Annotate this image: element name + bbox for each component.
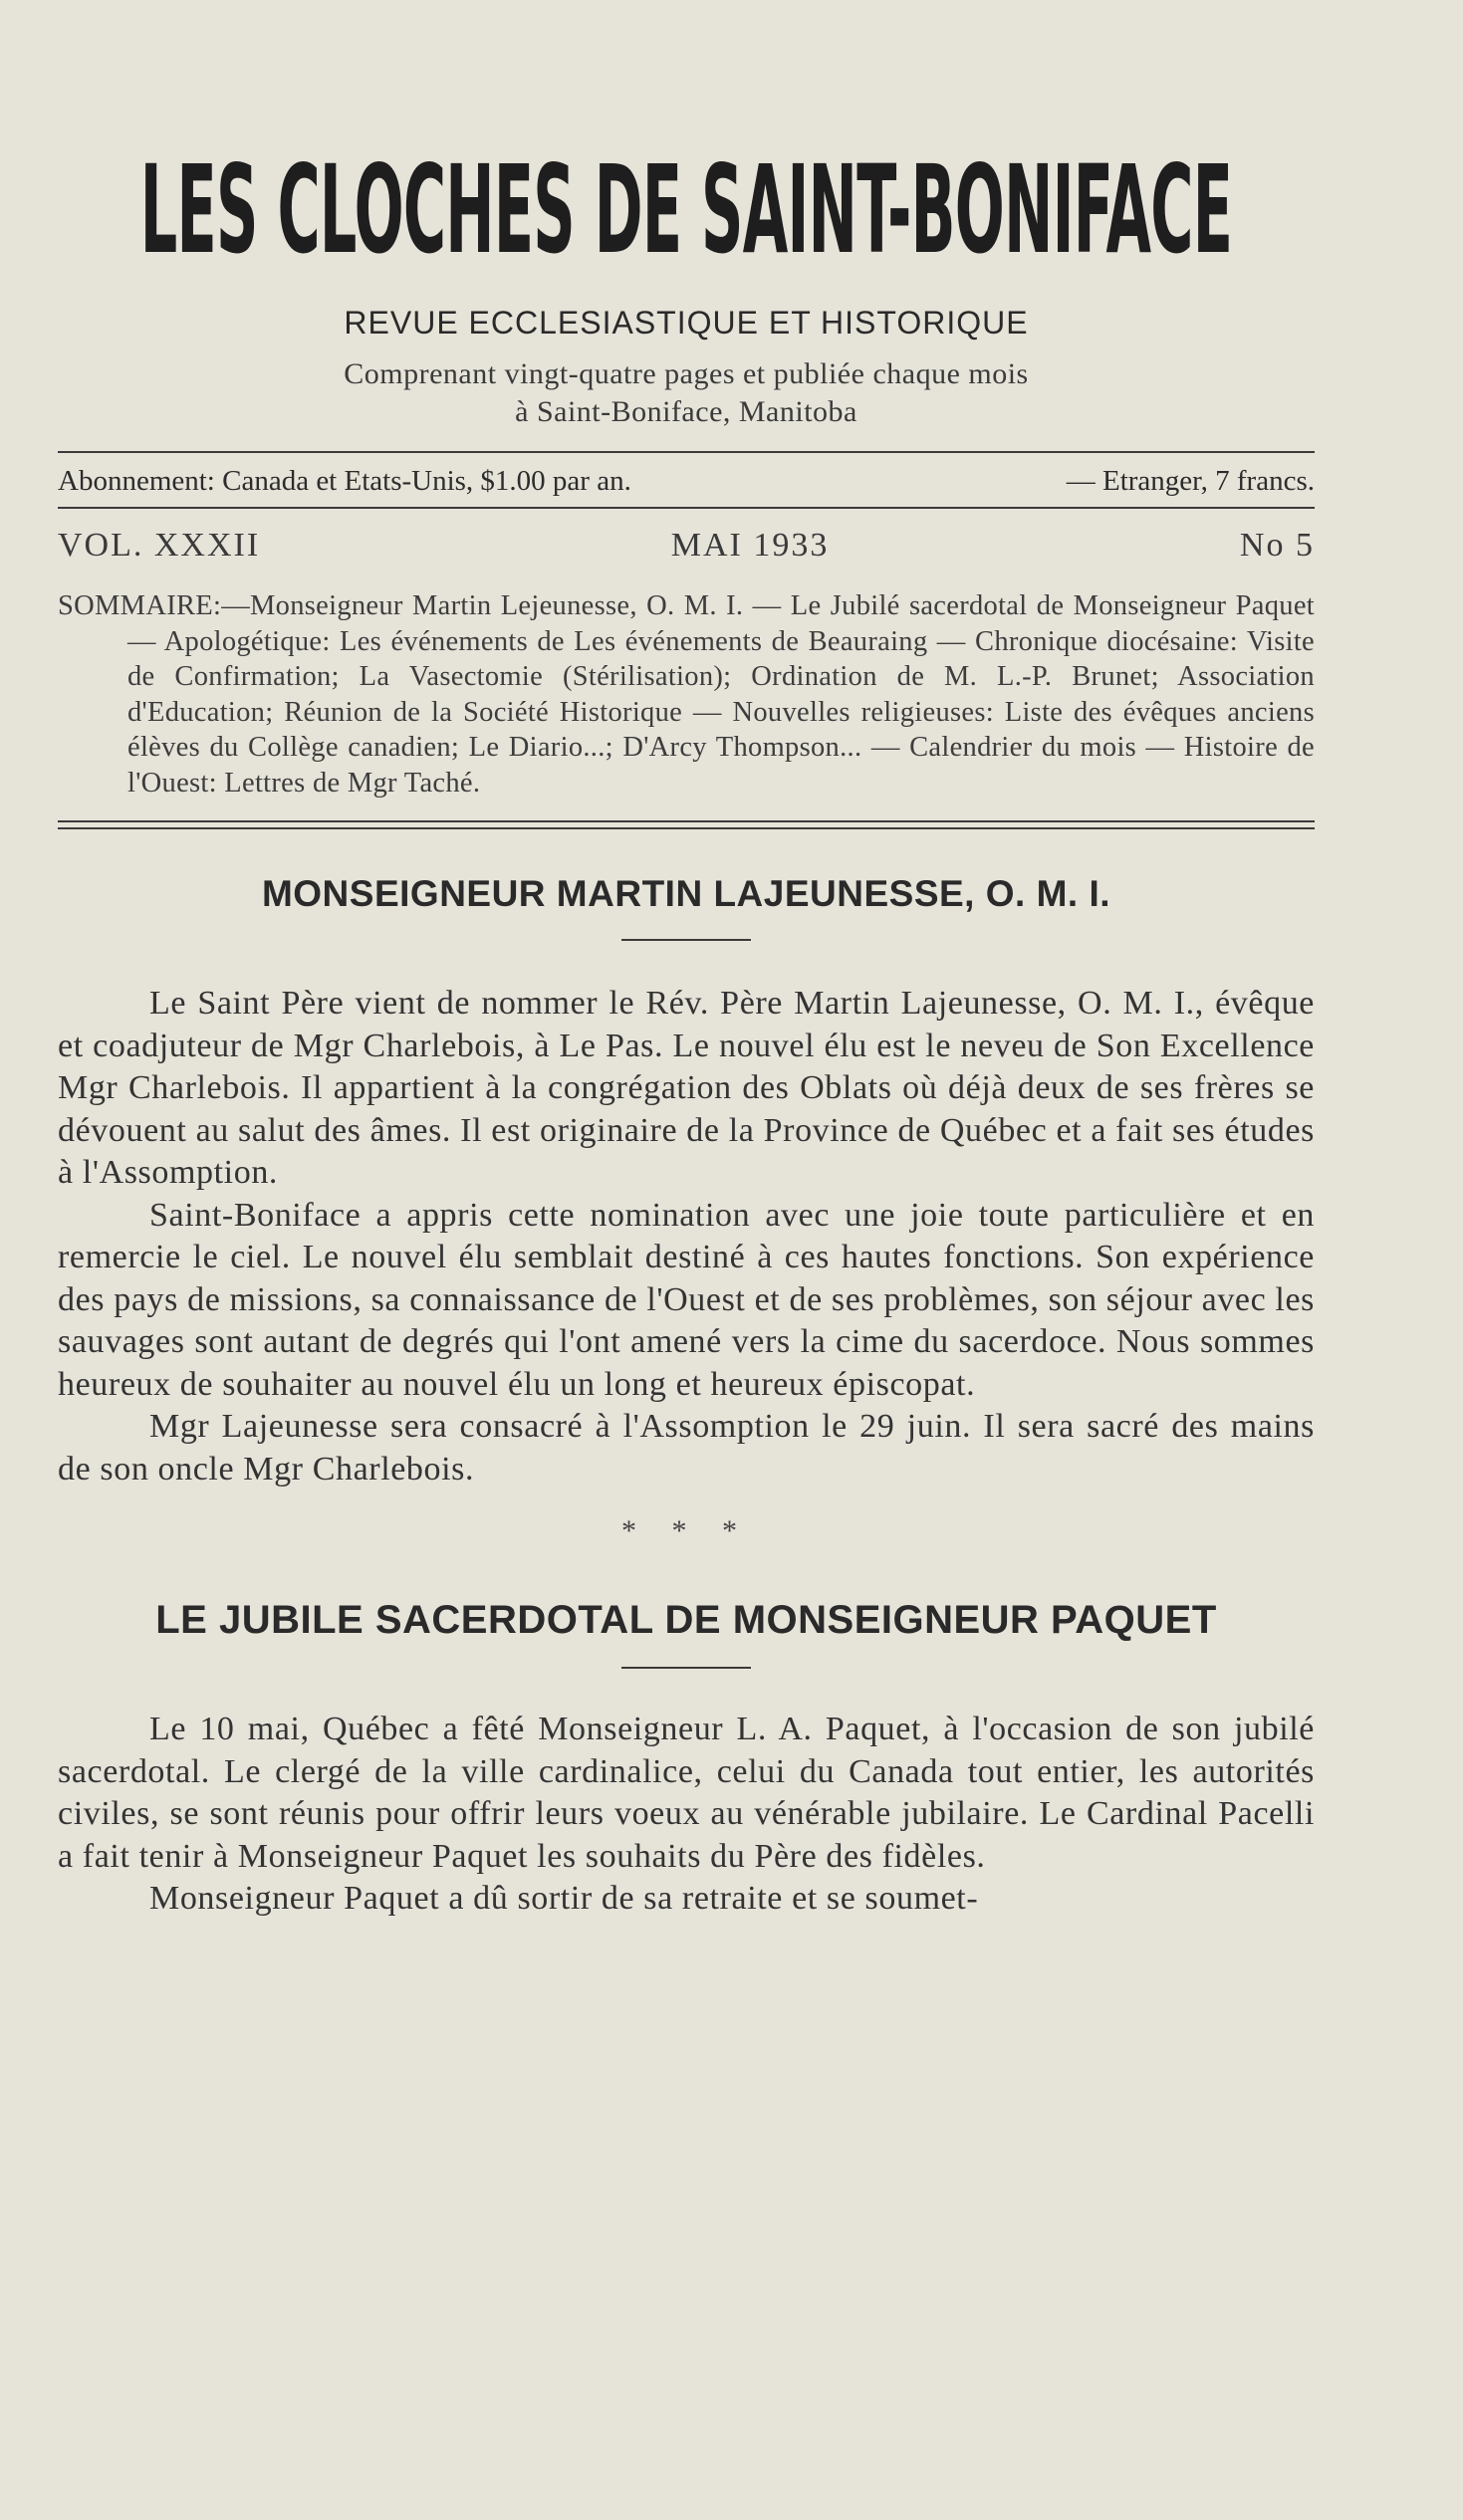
title-underline — [621, 939, 751, 941]
masthead-title: LES CLOCHES DE SAINT-BONIFACE — [139, 138, 1233, 281]
article-1-body — [58, 983, 1315, 1490]
paragraph: Monseigneur Paquet a dû sortir de sa retraite et se soumet- — [149, 1880, 979, 1917]
paragraph: Le Saint Père vient de nommer le Rév. Père Martin Lajeunesse, O. M. I., évêque et coadjuteur de Mgr Charlebois, à Le Pas. Le nouvel élu est le neveu de Son Excellence Mgr Charlebois. Il appartient à la congrégation des Oblats où déjà deux de ses frères se dévouent au salut des âmes. Il est originaire de la Province de Québec et a fait ses études à l'Assomption. — [58, 985, 1315, 1191]
section-separator: * * * — [621, 1514, 751, 1547]
double-divider — [58, 820, 1315, 829]
subtitle: REVUE ECCLESIASTIQUE ET HISTORIQUE — [344, 305, 1029, 341]
article-1-title: MONSEIGNEUR MARTIN LAJEUNESSE, O. M. I. — [261, 873, 1111, 914]
tagline — [58, 355, 1315, 431]
page — [58, 138, 1315, 1921]
article-2-body — [58, 1709, 1315, 1921]
table-of-contents: SOMMAIRE:—Monseigneur Martin Lejeunesse, O. M. I. — Le Jubilé sacerdotal de Monseigneur Paquet — Apologétique: Les événements de Les événements de Beauraing — Chronique diocésaine: Visite de Confirmation; La Vasectomie (Stérilisation); Ordination de M. L.-P. Brunet; Association d'Education; Réunion de la Société Historique — Nouvelles religieuses: Liste des évêques anciens élèves du Collège canadien; Le Diario...; D'Arcy Thompson... — Calendrier du mois — Histoire de l'Ouest: Lettres de Mgr Taché. — [58, 590, 1315, 799]
volume-number: VOL. XXXII — [58, 527, 261, 564]
tagline-line-2: à Saint-Boniface, Manitoba — [515, 395, 857, 428]
issue-number: No 5 — [1239, 527, 1315, 564]
issue-date: MAI 1933 — [670, 527, 830, 564]
issue-line — [58, 527, 1315, 565]
divider — [58, 507, 1315, 509]
paragraph: Saint-Boniface a appris cette nomination avec une joie toute particulière et en remercie le ciel. Le nouvel élu semblait destiné à ces hautes fonctions. Son expérience des pays de missions, sa connaissance de l'Ouest et de ses problèmes, son séjour avec les sauvages sont autant de degrés qui l'ont amené vers la cime du sacerdoce. Nous sommes heureux de souhaiter au nouvel élu un long et heureux épiscopat. — [58, 1196, 1315, 1403]
paragraph: Le 10 mai, Québec a fêté Monseigneur L. A. Paquet, à l'occasion de son jubilé sacerdotal. Le clergé de la ville cardinalice, celui du Canada tout entier, les autorités civiles, se sont réunis pour offrir leurs voeux au vénérable jubilaire. Le Cardinal Pacelli a fait tenir à Monseigneur Paquet les souhaits du Père des fidèles. — [58, 1711, 1315, 1875]
subscription-line — [58, 453, 1315, 507]
subscription-price: Abonnement: Canada et Etats-Unis, $1.00 par an. — [58, 465, 631, 497]
paragraph: Mgr Lajeunesse sera consacré à l'Assomption le 29 juin. Il sera sacré des mains de son oncle Mgr Charlebois. — [58, 1408, 1315, 1488]
article-2-title: LE JUBILE SACERDOTAL DE MONSEIGNEUR PAQUET — [155, 1598, 1217, 1642]
title-underline — [621, 1667, 751, 1669]
tagline-line-1: Comprenant vingt-quatre pages et publiée chaque mois — [344, 357, 1029, 390]
subscription-foreign-price: — Etranger, 7 francs. — [1066, 465, 1315, 497]
